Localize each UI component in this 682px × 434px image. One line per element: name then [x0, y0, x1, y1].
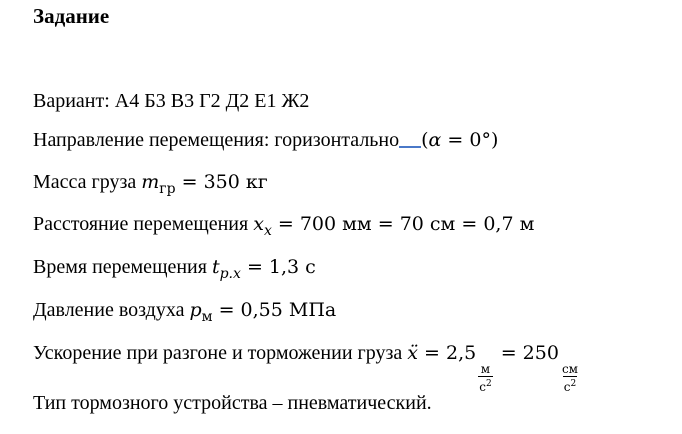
variant-label: Вариант: — [33, 90, 115, 112]
mass-value: = 350 кг — [175, 171, 268, 193]
unit-1-den-base: с — [479, 380, 486, 394]
direction-close-paren: ) — [490, 129, 499, 151]
unit-1-exponent: 2 — [485, 379, 492, 389]
acceleration-unit-1 — [478, 362, 492, 394]
distance-value: = 700 мм = 70 см = 0,7 м — [271, 213, 535, 235]
distance-symbol: x — [253, 213, 264, 235]
brake-line: Тип тормозного устройства – пневматический. — [33, 392, 432, 414]
pressure-label: Давление воздуха — [33, 299, 190, 321]
time-value: = 1,3 с — [240, 256, 316, 278]
pressure-line — [33, 298, 336, 329]
mass-subscript: гр — [159, 181, 176, 197]
variant-line — [33, 89, 309, 113]
pressure-subscript: м — [201, 309, 213, 325]
spellcheck-underline — [399, 128, 421, 148]
mass-line — [33, 170, 268, 201]
distance-label: Расстояние перемещения — [33, 213, 254, 235]
time-symbol: t — [211, 256, 220, 278]
pressure-symbol: p — [189, 299, 202, 321]
direction-open-paren: ( — [421, 129, 429, 151]
acceleration-unit-2 — [561, 362, 579, 394]
distance-line — [33, 212, 534, 243]
distance-subscript: x — [263, 223, 272, 239]
mass-symbol: m — [141, 171, 160, 193]
time-label: Время перемещения — [33, 256, 212, 278]
direction-line — [33, 128, 498, 152]
angle-value: = 0° — [441, 129, 491, 151]
variant-value: А4 Б3 В3 Г2 Д2 Е1 Ж2 — [114, 90, 310, 112]
acceleration-line — [33, 341, 581, 394]
pressure-value: = 0,55 МПа — [212, 299, 337, 321]
angle-symbol: α — [428, 129, 442, 151]
unit-2-exponent: 2 — [570, 379, 577, 389]
unit-2-denominator — [563, 376, 577, 394]
document-title: Задание — [33, 4, 110, 28]
acceleration-label: Ускорение при разгоне и торможении груза — [33, 342, 408, 364]
unit-1-denominator — [478, 376, 492, 394]
acceleration-value-2: = 250 — [494, 342, 559, 364]
time-subscript: p.x — [219, 266, 241, 282]
acceleration-symbol: ẍ — [407, 342, 418, 364]
direction-label: Направление перемещения: горизонтально — [33, 129, 400, 151]
document-body — [33, 0, 673, 434]
unit-2-den-base: с — [563, 380, 571, 394]
time-line — [33, 255, 316, 286]
unit-1-numerator: м — [480, 362, 491, 376]
unit-2-numerator: см — [561, 362, 578, 376]
mass-label: Масса груза — [33, 171, 142, 193]
acceleration-value-1: = 2,5 — [417, 342, 477, 364]
